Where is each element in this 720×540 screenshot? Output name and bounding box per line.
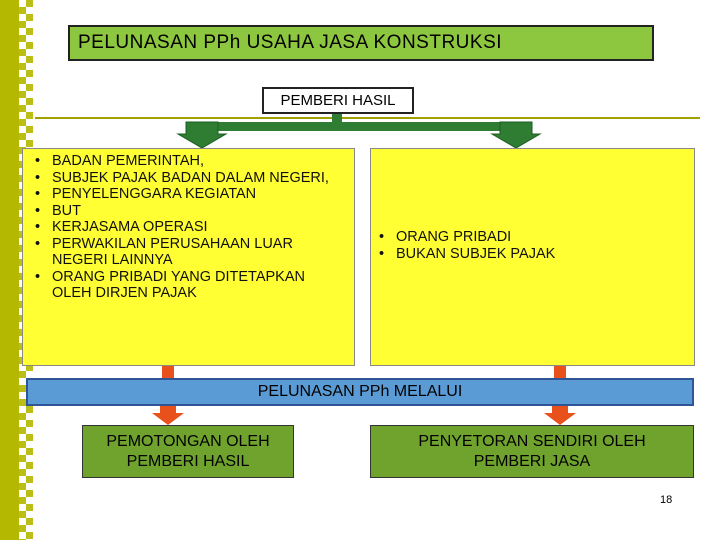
page-number: 18 [660, 494, 673, 506]
pelunasan-band-label: PELUNASAN PPh MELALUI [257, 383, 463, 400]
list-item: • ORANG PRIBADI YANG DITETAPKAN OLEH DIRJEN PAJAK [33, 269, 344, 302]
list-item: • ORANG PRIBADI [377, 229, 555, 246]
orange-arrow-left-icon [152, 406, 184, 425]
pemberi-hasil-box [262, 87, 414, 114]
right-category-list [377, 229, 555, 262]
outcome-right-line1: PENYETORAN SENDIRI OLEH [418, 432, 646, 450]
pemberi-hasil-label: PEMBERI HASIL [280, 92, 396, 109]
orange-arrow-right-icon [544, 406, 576, 425]
outcome-right-line2: PEMBERI JASA [473, 452, 591, 470]
list-item: • PENYELENGGARA KEGIATAN [33, 186, 344, 203]
list-item: • KERJASAMA OPERASI [33, 219, 344, 236]
list-item: • BADAN PEMERINTAH, [33, 153, 344, 170]
outcome-left-line2: PEMBERI HASIL [126, 452, 250, 470]
outcome-left-line1: PEMOTONGAN OLEH [106, 432, 270, 450]
outcome-penyetoran-box [370, 425, 694, 478]
list-item: • BUT [33, 203, 344, 220]
connector-bar [196, 122, 520, 131]
right-category-panel [370, 148, 695, 366]
list-item: • PERWAKILAN PERUSAHAAN LUAR NEGERI LAINNYA [33, 236, 344, 269]
pelunasan-band [26, 378, 694, 406]
left-category-list [33, 153, 344, 302]
page-title-text: PELUNASAN PPh USAHA JASA KONSTRUKSI [78, 32, 503, 53]
connector-stem [332, 113, 342, 125]
list-item: • SUBJEK PAJAK BADAN DALAM NEGERI, [33, 170, 344, 187]
list-item: • BUKAN SUBJEK PAJAK [377, 246, 555, 263]
left-category-panel [22, 148, 355, 366]
outcome-pemotongan-box [82, 425, 294, 478]
